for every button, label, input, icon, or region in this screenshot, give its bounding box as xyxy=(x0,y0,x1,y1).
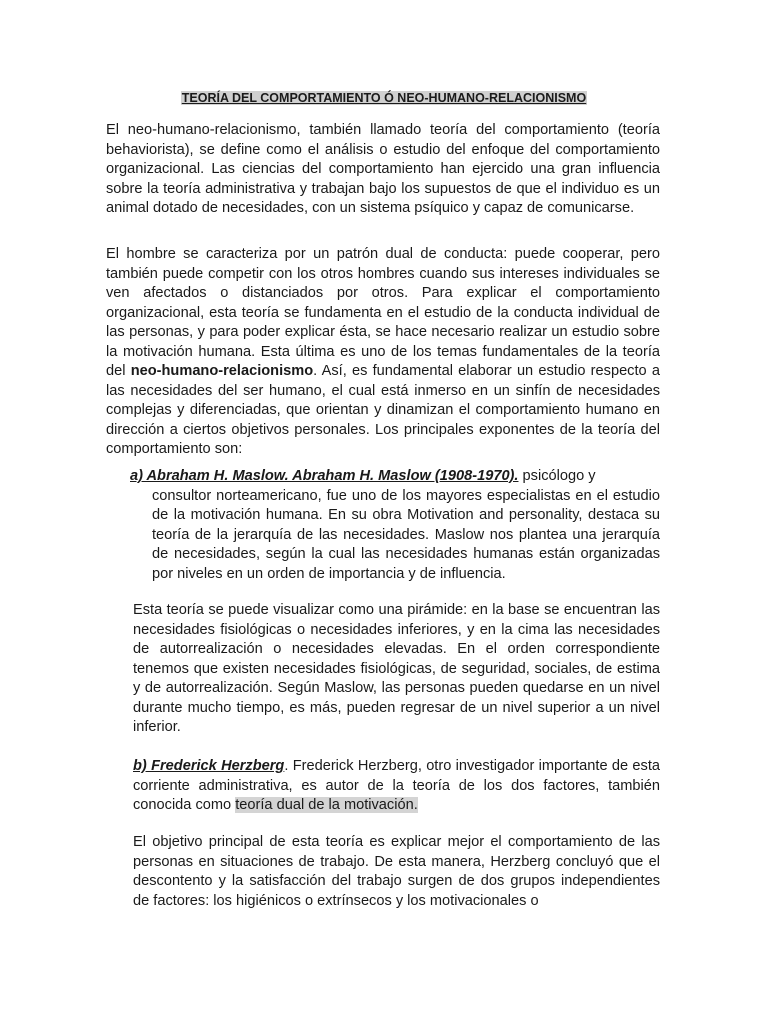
list-item-maslow xyxy=(130,467,660,584)
list-item-maslow-body: consultor norteamericano, fue uno de los mayores especialistas en el estudio de la motivación humana. En su obra Motivation and personality, destaca su teoría de la jerarquía de las necesidades. Maslow nos plantea una jerarquía de necesidades, según la cual las necesidades humanas están organizadas por niveles en un orden de importancia y de influencia. xyxy=(152,487,660,582)
document-title-text: TEORÍA DEL COMPORTAMIENTO Ó NEO-HUMANO-RELACIONISMO xyxy=(181,91,587,105)
list-item-herzberg-highlight: teoría dual de la motivación. xyxy=(235,797,418,813)
document-title xyxy=(0,91,768,105)
paragraph-dual-conduct xyxy=(106,245,660,460)
list-item-herzberg-text: . Frederick Herzberg, otro investigador importante de esta corriente administrativa, es autor de la teoría de los dos factores, también conocida como xyxy=(133,758,660,813)
paragraph-intro: El neo-humano-relacionismo, también llamado teoría del comportamiento (teoría behaviorista), se define como el análisis o estudio del enfoque del comportamiento organizacional. Las ciencias del comportamiento han ejercido una gran influencia sobre la teoría administrativa y trabajan bajo los supuestos de que el individuo es un animal dotado de necesidades, con un sistema psíquico y capaz de comunicarse. xyxy=(106,122,660,216)
paragraph-pyramid: Esta teoría se puede visualizar como una pirámide: en la base se encuentran las necesidades fisiológicas o necesidades inferiores, y en la cima las necesidades de autorrealización o necesidades elevadas. En el orden correspondiente tenemos que existen necesidades fisiológicas, de seguridad, sociales, de estima y de autorrealización. Según Maslow, las personas pueden quedarse en un nivel durante mucho tiempo, es más, pueden regresar de un nivel superior a un nivel inferior. xyxy=(133,602,660,735)
paragraph-herzberg-objective: El objetivo principal de esta teoría es explicar mejor el comportamiento de las personas en situaciones de trabajo. De esta manera, Herzberg concluyó que el descontento y la satisfacción del trabajo surgen de dos grupos independientes de factores: los higiénicos o extrínsecos y los motivacionales o xyxy=(133,834,660,909)
paragraph-dual-conduct-text-a: El hombre se caracteriza por un patrón dual de conducta: puede cooperar, pero también puede competir con los otros hombres cuando sus intereses individuales se ven afectados o distanciados por otros. Para explicar el comportamiento organizacional, esta teoría se fundamenta en el estudio de la conducta individual de las personas, y para poder explicar ésta, se hace necesario realizar un estudio sobre la motivación humana. Esta última es uno de los temas fundamentales de la teoría del xyxy=(106,246,660,379)
list-item-herzberg-heading: b) Frederick Herzberg xyxy=(133,758,285,774)
paragraph-dual-conduct-text-b: . Así, es fundamental elaborar un estudio respecto a las necesidades del ser humano, el cual está inmerso en un sinfín de necesidades complejas y diferenciadas, que orientan y dinamizan el comportamiento humano en dirección a ciertos objetivos personales. Los principales exponentes de la teoría del comportamiento son: xyxy=(106,363,660,457)
list-item-maslow-heading: a) Abraham H. Maslow. Abraham H. Maslow (1908-1970). xyxy=(130,468,519,484)
list-item-herzberg xyxy=(133,757,660,816)
list-item-maslow-lead: psicólogo y xyxy=(518,468,596,484)
paragraph-dual-conduct-bold: neo-humano-relacionismo xyxy=(130,363,314,379)
